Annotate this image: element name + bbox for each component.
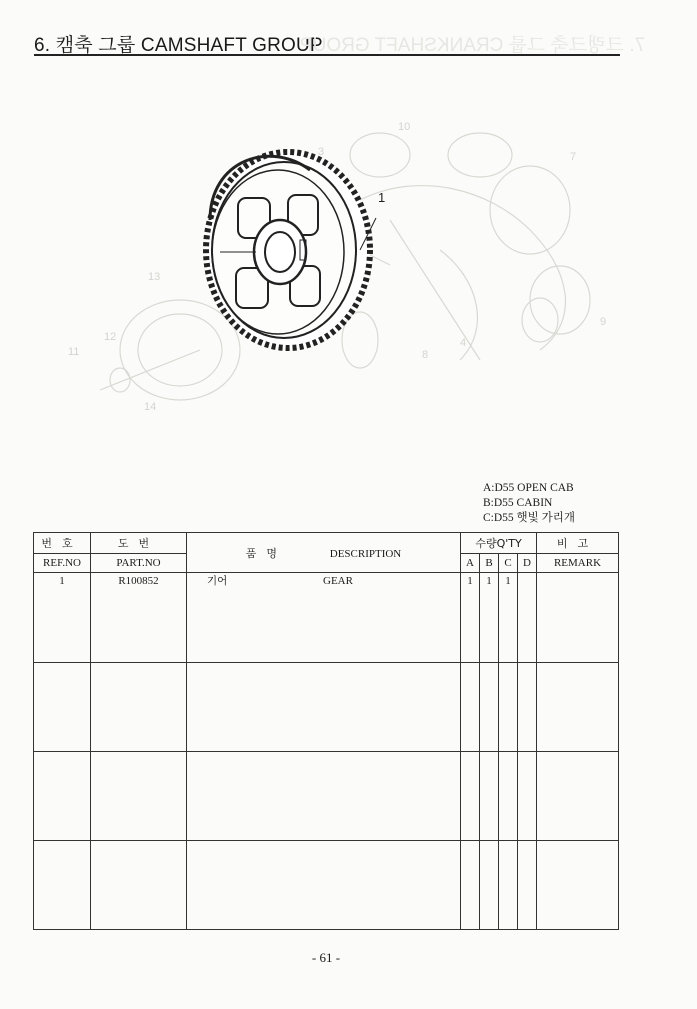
legend-b: B:D55 CABIN bbox=[483, 497, 553, 509]
cell-qty-b: 1 bbox=[486, 575, 492, 587]
svg-text:7: 7 bbox=[570, 151, 577, 163]
title-rule bbox=[34, 54, 620, 56]
svg-text:3: 3 bbox=[318, 146, 325, 158]
svg-text:10: 10 bbox=[398, 121, 411, 133]
svg-text:8: 8 bbox=[422, 349, 429, 361]
header-ref-kr: 번호 bbox=[34, 533, 91, 554]
header-part-en: PART.NO bbox=[91, 554, 187, 573]
cell-part: R100852 bbox=[118, 575, 159, 587]
model-legend bbox=[483, 481, 575, 526]
parts-table bbox=[33, 532, 619, 930]
svg-text:13: 13 bbox=[148, 271, 161, 283]
header-qty-a: A bbox=[461, 554, 480, 573]
svg-text:12: 12 bbox=[104, 331, 117, 343]
cell-desc-en: GEAR bbox=[323, 575, 353, 587]
header-qty-c: C bbox=[499, 554, 518, 573]
cell-qty-c: 1 bbox=[505, 575, 511, 587]
camshaft-gear-drawing bbox=[206, 152, 370, 348]
table-row-empty bbox=[34, 752, 619, 841]
header-qty: 수량Q'TY bbox=[461, 533, 537, 554]
page-number: - 61 - bbox=[311, 950, 341, 965]
svg-text:14: 14 bbox=[144, 401, 157, 413]
table-row-empty bbox=[34, 663, 619, 752]
legend-a: A:D55 OPEN CAB bbox=[483, 482, 574, 494]
bleed-through-title: 7. 크랭크축 그룹 CRANKSHAFT GROUP bbox=[300, 35, 646, 56]
header-part-kr: 도번 bbox=[91, 533, 187, 554]
cell-ref: 1 bbox=[59, 575, 65, 587]
legend-c: C:D55 햇빛 가리개 bbox=[483, 512, 575, 524]
header-qty-b: B bbox=[480, 554, 499, 573]
header-remark-kr: 비고 bbox=[537, 533, 619, 554]
header-qty-d: D bbox=[518, 554, 537, 573]
header-ref-en: REF.NO bbox=[34, 554, 91, 573]
callout-label: 1 bbox=[378, 190, 386, 205]
table-row-empty bbox=[34, 841, 619, 930]
svg-text:9: 9 bbox=[600, 316, 607, 328]
header-desc-kr: 품명 bbox=[245, 546, 287, 560]
table-row bbox=[34, 573, 619, 663]
svg-text:4: 4 bbox=[460, 337, 467, 349]
header-description bbox=[187, 533, 461, 573]
exploded-parts-diagram bbox=[60, 100, 620, 440]
svg-text:11: 11 bbox=[68, 346, 80, 358]
page-title: 6. 캠축 그룹 CAMSHAFT GROUP bbox=[34, 35, 323, 56]
cell-desc-kr: 기어 bbox=[207, 575, 228, 587]
cell-description bbox=[187, 573, 460, 589]
cell-qty-d bbox=[518, 573, 536, 589]
header-remark-en: REMARK bbox=[537, 554, 619, 573]
cell-remark bbox=[537, 573, 618, 589]
header-desc-en: DESCRIPTION bbox=[329, 547, 402, 560]
cell-qty-a: 1 bbox=[467, 575, 473, 587]
